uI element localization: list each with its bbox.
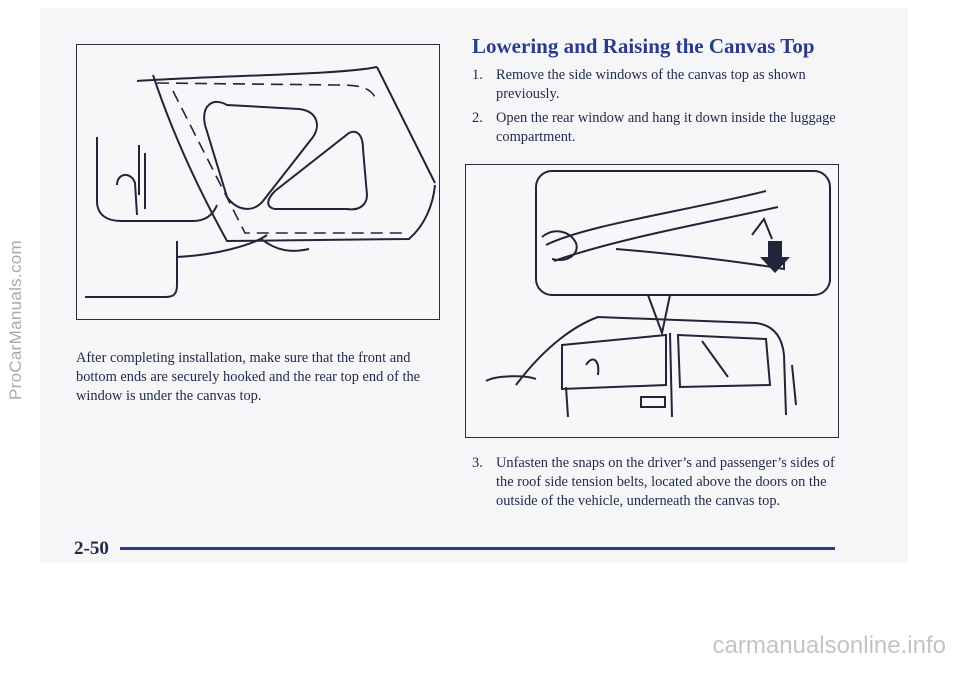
bottom-watermark: carmanualsonline.info <box>712 632 946 659</box>
step-number: 3. <box>472 455 483 471</box>
step-text: Unfasten the snaps on the driver’s and passenger’s sides of the roof side tension belts, located above the doors on the outside of the vehicle, underneath the canvas top. <box>496 455 835 509</box>
side-watermark <box>0 200 36 440</box>
steps-list-bottom <box>472 454 852 511</box>
side-window-illustration <box>76 44 440 320</box>
list-item <box>472 109 852 147</box>
page-number: 2-50 <box>74 538 109 559</box>
steps-list-top <box>472 66 852 152</box>
step-text: Remove the side windows of the canvas top as shown previously. <box>496 67 806 102</box>
tension-belt-illustration <box>465 164 839 438</box>
list-item <box>472 66 852 104</box>
step-text: Open the rear window and hang it down inside the luggage compartment. <box>496 110 836 145</box>
side-window-hook-illustration-icon <box>77 45 439 319</box>
section-heading: Lowering and Raising the Canvas Top <box>472 34 815 58</box>
step-number: 2. <box>472 110 483 126</box>
list-item <box>472 454 852 511</box>
side-watermark-text: ProCarManuals.com <box>6 239 25 401</box>
step-number: 1. <box>472 67 483 83</box>
caption-text: After completing installation, make sure that the front and bottom ends are securely hooked and the rear top end of the window is under the canvas top. <box>76 350 421 404</box>
roof-tension-belt-illustration-icon <box>466 165 838 437</box>
footer-rule <box>120 547 835 550</box>
